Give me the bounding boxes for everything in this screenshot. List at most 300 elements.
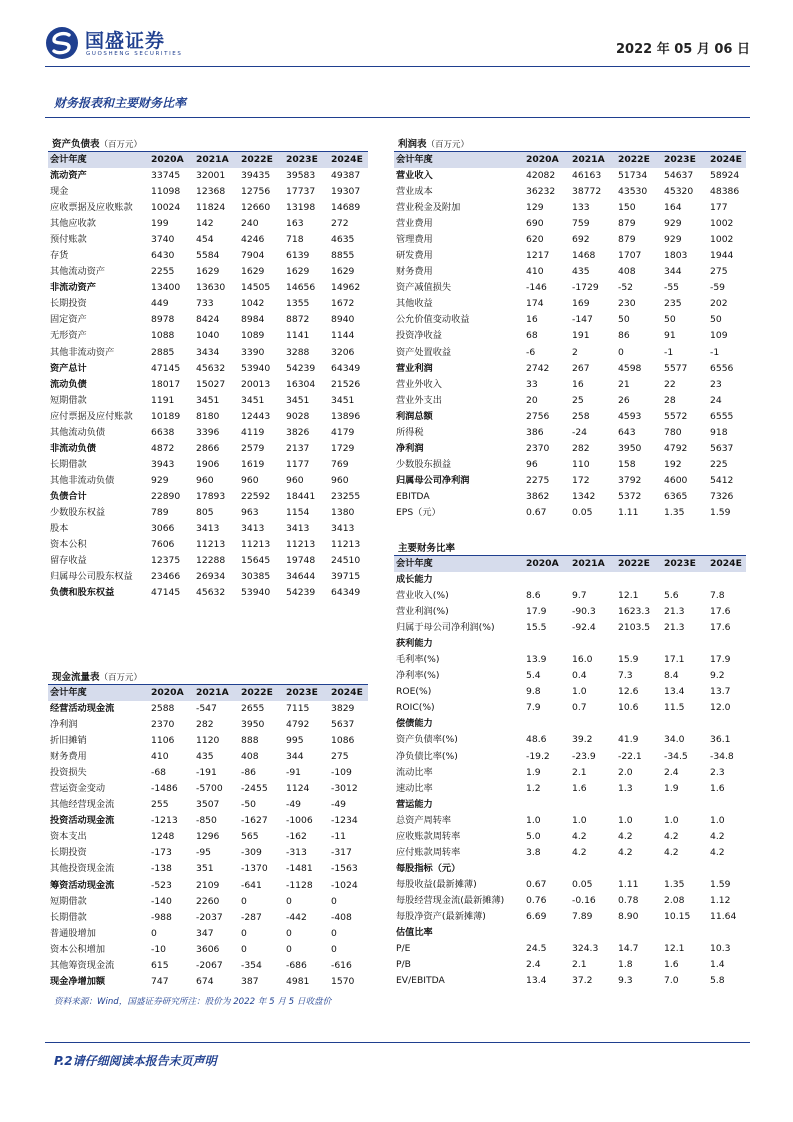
table-row	[394, 700, 746, 716]
value-cell: 674	[196, 975, 214, 987]
value-cell: 5372	[618, 490, 642, 502]
table-row	[394, 489, 746, 505]
value-cell: 3950	[618, 442, 642, 454]
table-row	[394, 781, 746, 797]
table-row	[394, 248, 746, 264]
value-cell: 3792	[618, 474, 642, 486]
cash-flow-title	[52, 669, 142, 683]
row-label-cell: 负债合计	[50, 490, 87, 502]
value-cell: -49	[286, 799, 302, 811]
table-row	[48, 537, 368, 553]
row-label-cell: 净负债比率(%)	[396, 750, 458, 762]
value-cell: 6556	[710, 362, 734, 374]
table-row	[48, 733, 368, 749]
row-label-cell: 资产处置收益	[396, 346, 452, 358]
value-cell: 19307	[331, 186, 361, 198]
value-cell: 1296	[196, 831, 220, 843]
value-cell: 4.2	[572, 830, 587, 842]
value-cell: 47145	[151, 587, 181, 599]
value-cell: 888	[241, 735, 259, 747]
value-cell: 2.1	[572, 959, 587, 971]
value-cell: 1144	[331, 330, 355, 342]
table-row	[394, 861, 746, 877]
value-cell: 49387	[331, 170, 361, 182]
value-cell: -3012	[331, 783, 358, 795]
value-cell: 1906	[196, 458, 220, 470]
value-cell	[520, 636, 566, 652]
header-year-cell: 2023E	[280, 152, 325, 168]
value-cell: 1.6	[572, 782, 587, 794]
value-cell: 1217	[526, 250, 550, 262]
header-year-cell: 2024E	[325, 685, 368, 701]
value-cell: 8940	[331, 314, 355, 326]
table-row	[48, 216, 368, 232]
value-cell: 96	[526, 458, 538, 470]
value-cell: 1342	[572, 490, 596, 502]
value-cell	[658, 572, 704, 588]
row-label-cell: 无形资产	[50, 330, 87, 342]
value-cell: 692	[572, 234, 590, 246]
row-label-cell: 研发费用	[396, 250, 433, 262]
value-cell: 929	[664, 234, 682, 246]
value-cell: 20013	[241, 378, 271, 390]
value-cell: 16	[526, 314, 538, 326]
row-label-cell: 预付账款	[50, 234, 87, 246]
value-cell: 9.2	[710, 670, 725, 682]
header-year-cell: 2023E	[658, 152, 704, 168]
table-row	[48, 328, 368, 344]
row-label-cell: 存货	[50, 250, 69, 262]
value-cell: 39583	[286, 170, 316, 182]
value-cell: 15645	[241, 555, 271, 567]
header-year-cell: 2024E	[704, 152, 746, 168]
value-cell: -50	[241, 799, 257, 811]
table-row	[394, 925, 746, 941]
table-row	[48, 585, 368, 601]
row-label-cell: 速动比率	[396, 782, 433, 794]
value-cell: 1.59	[710, 878, 731, 890]
value-cell: 10.15	[664, 911, 691, 922]
table-header-row	[394, 556, 746, 572]
header-year-cell: 2020A	[145, 685, 190, 701]
value-cell: -1213	[151, 815, 178, 827]
value-cell: 1.0	[572, 686, 587, 698]
value-cell: 3390	[241, 346, 265, 358]
row-label-cell: 应付账款周转率	[396, 846, 461, 858]
value-cell: 2370	[151, 719, 175, 731]
header-label-cell: 会计年度	[394, 152, 520, 168]
footer-divider	[45, 1042, 750, 1043]
value-cell: -6	[526, 346, 536, 358]
table-row	[48, 441, 368, 457]
value-cell: 1.6	[664, 959, 679, 971]
value-cell: 0.05	[572, 507, 593, 518]
value-cell: 2.4	[526, 959, 541, 971]
table-row	[394, 604, 746, 620]
value-cell: 19748	[286, 555, 316, 567]
value-cell: 7.8	[710, 590, 725, 602]
value-cell: 324.3	[572, 943, 599, 955]
value-cell: 344	[286, 751, 304, 763]
row-label-cell: 投资活动现金流	[50, 815, 115, 827]
header-year-cell: 2021A	[566, 556, 612, 572]
value-cell: 8.4	[664, 670, 679, 682]
value-cell: 8872	[286, 314, 310, 326]
value-cell: 960	[196, 474, 214, 486]
value-cell: 129	[526, 202, 544, 214]
value-cell: 6365	[664, 490, 688, 502]
value-cell: 267	[572, 362, 590, 374]
row-label-cell: 短期借款	[50, 895, 87, 907]
value-cell: 13.4	[664, 686, 685, 698]
value-cell: 45632	[196, 587, 226, 599]
value-cell: 1629	[331, 266, 355, 278]
value-cell: 36.1	[710, 734, 731, 746]
value-cell: 0.7	[572, 702, 587, 714]
row-label-cell: 毛利率(%)	[396, 654, 440, 666]
value-cell: 1040	[196, 330, 220, 342]
value-cell: 15.9	[618, 654, 639, 666]
row-label-cell: 其他应收款	[50, 218, 96, 230]
value-cell: 4119	[241, 426, 265, 438]
row-label-cell: 其他经营现金流	[50, 799, 115, 811]
value-cell: 14689	[331, 202, 361, 214]
value-cell	[704, 636, 746, 652]
value-cell: -0.16	[572, 894, 596, 906]
value-cell: 0	[331, 927, 337, 939]
table-row	[394, 361, 746, 377]
value-cell	[520, 572, 566, 588]
value-cell: 0.78	[618, 894, 639, 906]
value-cell: 1089	[241, 330, 265, 342]
value-cell: 1629	[286, 266, 310, 278]
value-cell: 1.11	[618, 878, 639, 890]
value-cell: 225	[710, 458, 728, 470]
value-cell	[704, 572, 746, 588]
row-label-cell: 获利能力	[396, 638, 433, 650]
value-cell: 0	[241, 895, 247, 907]
value-cell: 0	[241, 927, 247, 939]
row-label-cell: 其他流动资产	[50, 266, 106, 278]
row-label-cell: P/E	[396, 943, 411, 955]
table-row	[48, 296, 368, 312]
value-cell: 33	[526, 378, 538, 390]
value-cell: 4872	[151, 442, 175, 454]
row-label-cell: 股本	[50, 523, 69, 535]
header-year-cell: 2020A	[520, 152, 566, 168]
row-label-cell: 归属母公司净利润	[396, 474, 470, 486]
value-cell	[520, 797, 566, 813]
guosheng-logo-icon	[45, 26, 79, 60]
value-cell: 4981	[286, 975, 310, 987]
value-cell: 21.3	[664, 606, 685, 618]
row-label-cell: ROE(%)	[396, 686, 432, 698]
value-cell: 91	[664, 330, 676, 342]
value-cell: -309	[241, 847, 262, 859]
header-year-cell: 2021A	[190, 685, 235, 701]
table-row	[394, 572, 746, 588]
table-row	[394, 457, 746, 473]
value-cell: 780	[664, 426, 682, 438]
row-label-cell: 利润总额	[396, 410, 433, 422]
value-cell: 769	[331, 458, 349, 470]
header-year-cell: 2023E	[658, 556, 704, 572]
value-cell	[612, 716, 658, 732]
value-cell: -354	[241, 959, 262, 971]
value-cell: 3826	[286, 426, 310, 438]
value-cell: 1.8	[618, 959, 633, 971]
row-label-cell: 筹资活动现金流	[50, 879, 115, 891]
row-label-cell: P/B	[396, 959, 411, 971]
table-row	[394, 765, 746, 781]
value-cell: -109	[331, 767, 352, 779]
value-cell: 1619	[241, 458, 265, 470]
value-cell: 50	[664, 314, 676, 326]
value-cell	[704, 797, 746, 813]
value-cell: 51734	[618, 170, 648, 182]
row-label-cell: 每股收益(最新摊薄)	[396, 878, 477, 890]
value-cell: 0	[286, 943, 292, 955]
value-cell: 3740	[151, 234, 175, 246]
value-cell: 4792	[286, 719, 310, 731]
value-cell: 454	[196, 234, 214, 246]
row-label-cell: 投资损失	[50, 767, 87, 779]
value-cell: 282	[196, 719, 214, 731]
value-cell: 963	[241, 507, 259, 518]
value-cell: 386	[526, 426, 544, 438]
value-cell: 879	[618, 234, 636, 246]
value-cell: 26934	[196, 571, 226, 583]
value-cell: 5.8	[710, 975, 725, 987]
value-cell: -92.4	[572, 622, 596, 634]
value-cell: 0.67	[526, 878, 547, 890]
value-cell: 2588	[151, 703, 175, 715]
value-cell: -59	[710, 282, 726, 294]
value-cell: 3943	[151, 458, 175, 470]
table-row	[48, 701, 368, 717]
value-cell: -49	[331, 799, 347, 811]
income-statement-title	[398, 136, 469, 150]
value-cell: -173	[151, 847, 172, 859]
value-cell: 13896	[331, 410, 361, 422]
value-cell: 4.2	[710, 830, 725, 842]
value-cell: 960	[241, 474, 259, 486]
value-cell: 1191	[151, 394, 175, 406]
table-row	[394, 813, 746, 829]
value-cell: 16.0	[572, 654, 593, 666]
value-cell: 0	[618, 346, 624, 358]
row-label-cell: 营业外支出	[396, 394, 442, 406]
value-cell: 2.08	[664, 894, 685, 906]
value-cell	[704, 861, 746, 877]
value-cell: 408	[241, 751, 259, 763]
header-year-cell: 2024E	[704, 556, 746, 572]
table-row	[394, 588, 746, 604]
value-cell: 54239	[286, 362, 316, 374]
value-cell: -68	[151, 767, 167, 779]
value-cell: 1.4	[710, 959, 725, 971]
value-cell: 643	[618, 426, 636, 438]
value-cell	[658, 797, 704, 813]
value-cell: 11213	[241, 539, 271, 551]
value-cell: 2.4	[664, 766, 679, 778]
value-cell: 15027	[196, 378, 226, 390]
row-label-cell: 营业利润	[396, 362, 433, 374]
value-cell: 6638	[151, 426, 175, 438]
value-cell: 759	[572, 218, 590, 230]
row-label-cell: 折旧摊销	[50, 735, 87, 747]
value-cell: 12756	[241, 186, 271, 198]
row-label-cell: 应付票据及应付账款	[50, 410, 133, 422]
value-cell: 8984	[241, 314, 265, 326]
value-cell: 3950	[241, 719, 265, 731]
report-date: 2022 年 05 月 06 日	[616, 42, 750, 57]
value-cell: -34.5	[664, 750, 688, 762]
value-cell	[612, 797, 658, 813]
value-cell	[704, 716, 746, 732]
value-cell: -95	[196, 847, 212, 859]
value-cell: 1.0	[710, 814, 725, 826]
value-cell	[520, 861, 566, 877]
value-cell: 1.3	[618, 782, 633, 794]
row-label-cell: 财务费用	[50, 751, 87, 763]
value-cell: 10189	[151, 410, 181, 422]
value-cell: 24.5	[526, 943, 547, 955]
row-label-cell: 资产总计	[50, 362, 87, 374]
value-cell: 12443	[241, 410, 271, 422]
table-row	[48, 781, 368, 797]
value-cell: 54239	[286, 587, 316, 599]
value-cell: 2.3	[710, 766, 725, 778]
row-label-cell: 营业外收入	[396, 378, 442, 390]
value-cell	[612, 861, 658, 877]
value-cell: 30385	[241, 571, 271, 583]
value-cell: 347	[196, 927, 214, 939]
value-cell: 8.90	[618, 911, 639, 922]
value-cell: 7606	[151, 539, 175, 551]
value-cell: 255	[151, 799, 169, 811]
value-cell: 12288	[196, 555, 226, 567]
value-cell: 202	[710, 298, 728, 310]
value-cell: 199	[151, 218, 169, 230]
row-label-cell: 资产负债率(%)	[396, 734, 458, 746]
row-label-cell: EBITDA	[396, 490, 430, 502]
value-cell: 17.6	[710, 622, 731, 634]
table-row	[394, 393, 746, 409]
value-cell: 4.2	[572, 846, 587, 858]
value-cell: 0	[151, 927, 157, 939]
row-label-cell: 营业成本	[396, 186, 433, 198]
cash-flow-table	[48, 685, 368, 990]
value-cell: 240	[241, 218, 259, 230]
value-cell: 995	[286, 735, 304, 747]
value-cell: 6555	[710, 410, 734, 422]
table-row	[394, 797, 746, 813]
value-cell: -19.2	[526, 750, 550, 762]
income-statement-title-text: 利润表	[398, 139, 427, 150]
value-cell	[520, 925, 566, 941]
value-cell: 235	[664, 298, 682, 310]
value-cell: -10	[151, 943, 167, 955]
row-label-cell: 公允价值变动收益	[396, 314, 470, 326]
value-cell: 3413	[331, 523, 355, 535]
table-row	[48, 168, 368, 184]
value-cell: 64349	[331, 362, 361, 374]
page-header	[45, 24, 750, 64]
row-label-cell: 普通股增加	[50, 927, 96, 939]
row-label-cell: 其他筹资现金流	[50, 959, 115, 971]
value-cell: 16	[572, 378, 584, 390]
table-row	[48, 232, 368, 248]
value-cell: 1120	[196, 735, 220, 747]
value-cell: 3396	[196, 426, 220, 438]
value-cell: 929	[664, 218, 682, 230]
value-cell: 13198	[286, 202, 316, 214]
row-label-cell: 少数股东权益	[50, 507, 106, 518]
value-cell: 275	[710, 266, 728, 278]
value-cell	[520, 716, 566, 732]
value-cell: 11.64	[710, 911, 737, 922]
value-cell: 34.0	[664, 734, 685, 746]
table-row	[394, 845, 746, 861]
row-label-cell: 留存收益	[50, 555, 87, 567]
value-cell: 8.6	[526, 590, 541, 602]
value-cell: -547	[196, 703, 217, 715]
row-label-cell: 流动比率	[396, 766, 433, 778]
value-cell: 4246	[241, 234, 265, 246]
value-cell: 6.69	[526, 911, 547, 922]
row-label-cell: 所得税	[396, 426, 424, 438]
row-label-cell: 应收账款周转率	[396, 830, 461, 842]
table-row	[394, 505, 746, 521]
value-cell: 86	[618, 330, 630, 342]
value-cell: 23466	[151, 571, 181, 583]
value-cell: -5700	[196, 783, 223, 795]
value-cell: 1.9	[664, 782, 679, 794]
value-cell: 9028	[286, 410, 310, 422]
value-cell: 12368	[196, 186, 226, 198]
value-cell: 54637	[664, 170, 694, 182]
value-cell: 2109	[196, 879, 220, 891]
header-label-cell: 会计年度	[48, 152, 145, 168]
value-cell: 13.4	[526, 975, 547, 987]
row-label-cell: EV/EBITDA	[396, 975, 445, 987]
value-cell: 3413	[241, 523, 265, 535]
table-row	[48, 942, 368, 958]
value-cell: 1623.3	[618, 606, 651, 618]
row-label-cell: 营业利润(%)	[396, 606, 449, 618]
value-cell: 3451	[331, 394, 355, 406]
value-cell: 9.7	[572, 590, 587, 602]
table-row	[48, 505, 368, 521]
value-cell: 2370	[526, 442, 550, 454]
row-label-cell: 偿债能力	[396, 718, 433, 730]
value-cell: 0.67	[526, 507, 547, 518]
table-row	[48, 829, 368, 845]
table-row	[48, 473, 368, 489]
table-row	[394, 409, 746, 425]
value-cell	[566, 797, 612, 813]
value-cell: 1248	[151, 831, 175, 843]
table-row	[394, 749, 746, 765]
table-row	[394, 620, 746, 636]
value-cell: 18441	[286, 490, 316, 502]
value-cell: 7.3	[618, 670, 633, 682]
value-cell: 21	[618, 378, 630, 390]
value-cell: 12.6	[618, 686, 639, 698]
value-cell: -850	[196, 815, 217, 827]
value-cell: 0	[286, 927, 292, 939]
